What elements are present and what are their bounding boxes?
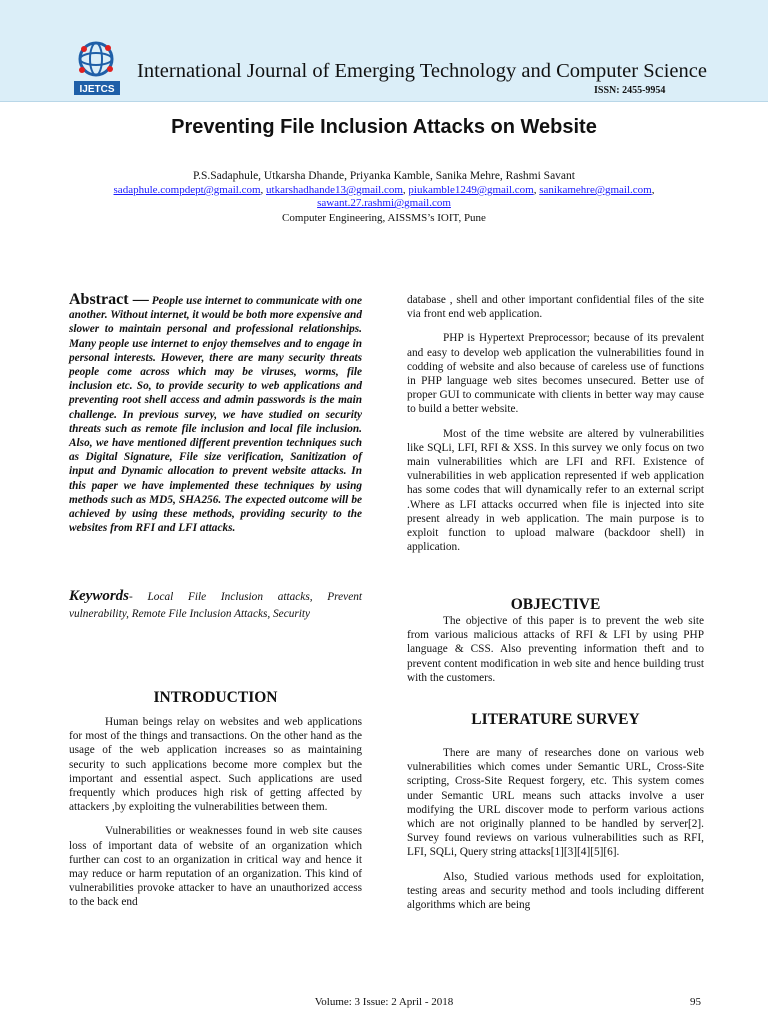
journal-logo-icon <box>70 39 126 99</box>
paragraph: Vulnerabilities or weaknesses found in web site causes loss of important data of website of an organization which further can cost to an organization in critical way and hence it may reduce or harm reputation of an organization. This kind of vulnerabilities provoke attacker to have an unauthorized access to the back end <box>69 825 362 909</box>
affiliation: Computer Engineering, AISSMS’s IOIT, Pune <box>282 212 486 224</box>
paper-title: Preventing File Inclusion Attacks on Website <box>171 116 597 138</box>
paragraph: Most of the time website are altered by vulnerabilities like SQLi, LFI, RFI & XSS. In this survey we only focus on two main vulnerabilities which are LFI and RFI. Existence of vulnerabilities in web application represented if web application has some codes that will dynamically refer to an external script .Where as LFI attacks occurred when file is injected into site present already in web application. The main purpose is to exploit function to upload malware (backdoor shell) in application. <box>407 427 704 554</box>
section-heading-introduction: INTRODUCTION <box>153 689 278 706</box>
paragraph: PHP is Hypertext Preprocessor; because of its prevalent and easy to develop web application the vulnerabilities found in codding of website and also because of careless use of functions in PHP language web sites becomes unsecured. Better use of proper GUI to communicate with clients in better way may cause to build a better website. <box>407 332 704 416</box>
page-number: 95 <box>690 996 701 1008</box>
journal-name: International Journal of Emerging Technology and Computer Science <box>137 60 707 82</box>
paragraph: Human beings relay on websites and web applications for most of the things and transactions. On the other hand as the usage of the web application increases so as maintaining security to such applications become more complex but the important and essential aspect. Such applications are used frequently which produces high risk of getting affected by attackers ,by exploiting the vulnerabilities between them. <box>69 716 362 814</box>
paragraph: Also, Studied various methods used for exploitation, testing areas and security method and tools including different algorithms which are being <box>407 870 704 912</box>
paragraph: database , shell and other important confidential files of the site via front end web application. <box>407 294 704 321</box>
literature-survey-body <box>407 746 704 922</box>
abstract-text: People use internet to communicate with one another. Without internet, it would be both more expensive and slower to maintain personal and professional relationships. Many people use internet to enjoy themselves and to engage in personal interests. However, there are many security threats people come across which may be viruses, worms, file inclusion etc. So, to provide security to web applications and preventing root shell access and admin passwords is the main challenge. In previous survey, we have studied on security threats such as remote file inclusion and local file inclusion. Also, we have mentioned different prevention techniques such as Digital Signature, File size verification, Sanitization of input and Dynamic allocation to prevent website attacks. In this paper we have implemented these techniques by using methods such as MD5, SHA256. The expected outcome will be achieved by using these methods, providing security to the websites from RFI and LFI attacks. <box>69 295 362 535</box>
keywords-heading: Keywords <box>69 588 129 604</box>
right-column-body <box>407 293 704 564</box>
author-emails: sadaphule.compdept@gmail.com, utkarshadhande13@gmail.com, piukamble1249@gmail.com, sanikamehre@gmail.com, sawant.27.rashmi@gmail.com <box>113 184 655 209</box>
email-link[interactable]: piukamble1249@gmail.com <box>408 184 534 196</box>
journal-header <box>0 0 768 102</box>
paragraph: There are many of researches done on various web vulnerabilities which comes under Semantic URL, Cross-Site scripting, Cross-Site Request forgery, etc. This system comes under Semantic URL means such attacks involve a user modifying the URL discover mode to perform various actions which are not originally planned to be handled by server[2]. Survey found reviews on various vulnerabilities such as RFI, LFI, SQLi, Query string attacks[1][3][4][5][6]. <box>407 747 704 859</box>
email-link[interactable]: sanikamehre@gmail.com <box>539 184 652 196</box>
issn: ISSN: 2455-9954 <box>594 85 666 96</box>
section-heading-objective: OBJECTIVE <box>510 596 601 613</box>
keywords-text: - Local File Inclusion attacks, Prevent vulnerability, Remote File Inclusion Attacks, Security <box>69 591 362 620</box>
abstract <box>69 293 362 535</box>
abstract-heading: Abstract — <box>69 291 149 308</box>
keywords <box>69 588 362 623</box>
email-link[interactable]: sadaphule.compdept@gmail.com <box>113 184 261 196</box>
paragraph: The objective of this paper is to prevent the web site from various malicious attacks of RFI & LFI by using PHP language & CSS. Also preventing information theft and to prevent content modification in web site and hence building trust with the customers. <box>407 615 704 684</box>
logo-text: IJETCS <box>79 84 115 95</box>
volume-info: Volume: 3 Issue: 2 April - 2018 <box>314 996 454 1008</box>
email-link[interactable]: utkarshadhande13@gmail.com <box>266 184 403 196</box>
objective-body <box>407 614 704 695</box>
email-link[interactable]: sawant.27.rashmi@gmail.com <box>317 197 451 209</box>
introduction-body <box>69 715 362 920</box>
section-heading-literature-survey: LITERATURE SURVEY <box>471 711 640 728</box>
author-list: P.S.Sadaphule, Utkarsha Dhande, Priyanka Kamble, Sanika Mehre, Rashmi Savant <box>193 170 575 182</box>
